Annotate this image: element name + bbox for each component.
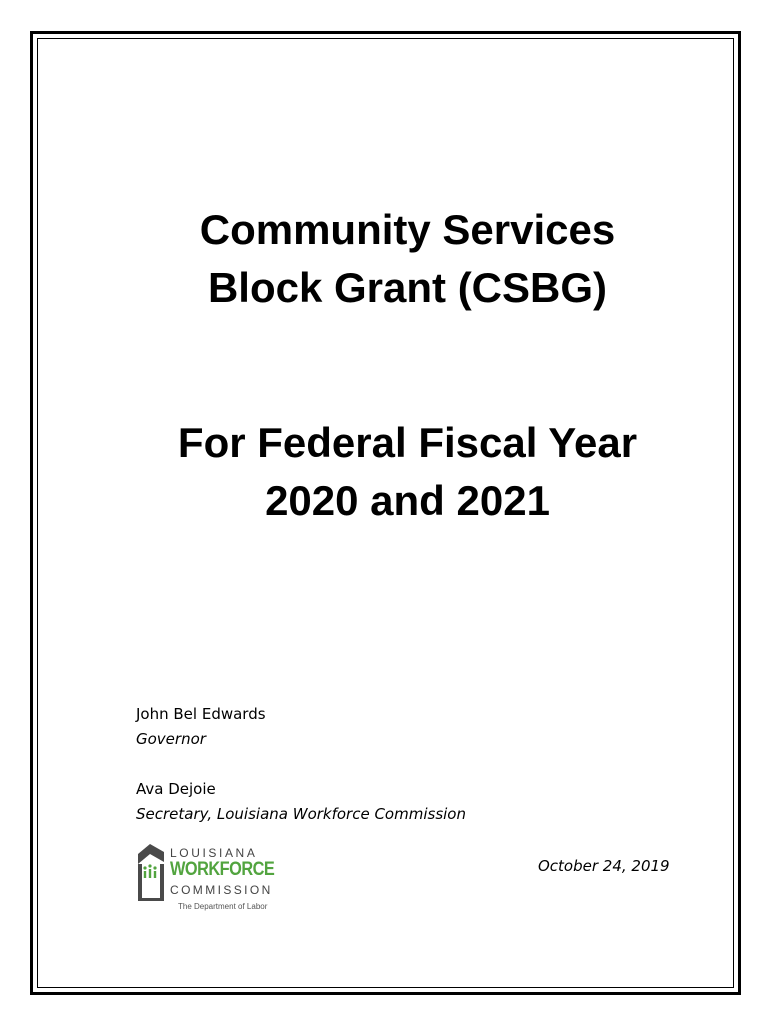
subtitle-line-1: For Federal Fiscal Year xyxy=(177,419,638,466)
logo-text-workforce: WORKFORCE xyxy=(170,859,275,880)
logo-text-commission: COMMISSION xyxy=(170,883,273,897)
lwc-building-people-icon xyxy=(134,842,170,902)
document-date: October 24, 2019 xyxy=(538,857,670,875)
title-line-2: Block Grant (CSBG) xyxy=(207,264,608,311)
official-role: Governor xyxy=(136,730,206,748)
title-line-1: Community Services xyxy=(199,206,616,253)
document-subtitle xyxy=(60,414,755,530)
subtitle-line-2: 2020 and 2021 xyxy=(265,477,550,524)
lwc-logo xyxy=(134,842,314,918)
official-name: John Bel Edwards xyxy=(136,705,266,723)
document-title xyxy=(60,201,755,317)
logo-tagline: The Department of Labor xyxy=(178,902,268,911)
official-governor xyxy=(136,702,266,752)
official-role: Secretary, Louisiana Workforce Commission xyxy=(136,805,466,823)
official-name: Ava Dejoie xyxy=(136,780,216,798)
official-secretary xyxy=(136,777,466,827)
logo-text-louisiana: LOUISIANA xyxy=(170,846,258,860)
